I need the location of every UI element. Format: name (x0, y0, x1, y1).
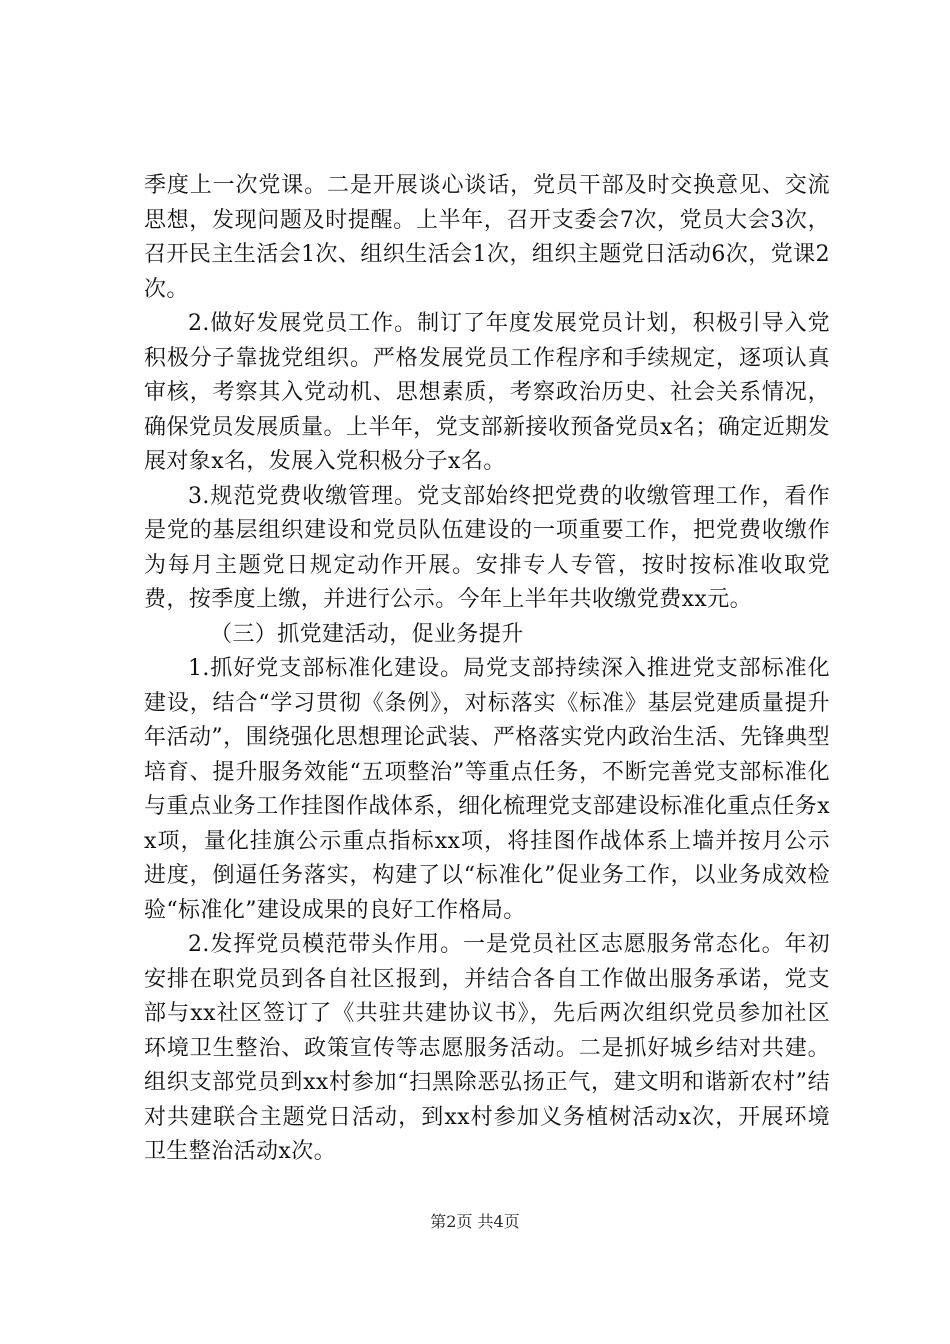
paragraph-standardization: 1.抓好党支部标准化建设。局党支部持续深入推进党支部标准化建设，结合“学习贯彻《条例》，对标落实《标准》基层党建质量提升年活动”，围绕强化思想理论武装、严格落实党内政治生活、先锋典型培育、提升服务效能“五项整治”等重点任务，不断完善党支部标准化与重点业务工作挂图作战体系，细化梳理党支部建设标准化重点任务xx项，量化挂旗公示重点指标xx项，将挂图作战体系上墙并按月公示进度，倒逼任务落实，构建了以“标准化”促业务工作，以业务成效检验“标准化”建设成果的良好工作格局。 (144, 656, 830, 923)
paragraph-party-lessons-continued: 季度上一次党课。二是开展谈心谈话，党员干部及时交换意见、交流思想，发现问题及时提醒。上半年，召开支委会7次，党员大会3次，召开民主生活会1次、组织生活会1次，组织主题党日活动6次，党课2次。 (144, 173, 830, 302)
page-footer: 第2页 共4页 (430, 1212, 520, 1231)
section-heading-three: （三）抓党建活动，促业务提升 (210, 621, 524, 647)
paragraph-model-role: 2.发挥党员模范带头作用。一是党员社区志愿服务常态化。年初安排在职党员到各自社区报到，并结合各自工作做出服务承诺，党支部与xx社区签订了《共驻共建协议书》，先后两次组织党员参加社区环境卫生整治、政策宣传等志愿服务活动。二是抓好城乡结对共建。组织支部党员到xx村参加“扫黑除恶弘扬正气，建文明和谐新农村”结对共建联合主题党日活动，到xx村参加义务植树活动x次，开展环境卫生整治活动x次。 (144, 932, 830, 1164)
paragraph-develop-members: 2.做好发展党员工作。制订了年度发展党员计划，积极引导入党积极分子靠拢党组织。严格发展党员工作程序和手续规定，逐项认真审核，考察其入党动机、思想素质，考察政治历史、社会关系情况，确保党员发展质量。上半年，党支部新接收预备党员x名；确定近期发展对象x名，发展入党积极分子x名。 (144, 311, 830, 474)
paragraph-party-dues: 3.规范党费收缴管理。党支部始终把党费的收缴管理工作，看作是党的基层组织建设和党员队伍建设的一项重要工作，把党费收缴作为每月主题党日规定动作开展。安排专人专管，按时按标准收取党费，按季度上缴，并进行公示。今年上半年共收缴党费xx元。 (144, 483, 830, 612)
document-body (144, 169, 830, 1170)
